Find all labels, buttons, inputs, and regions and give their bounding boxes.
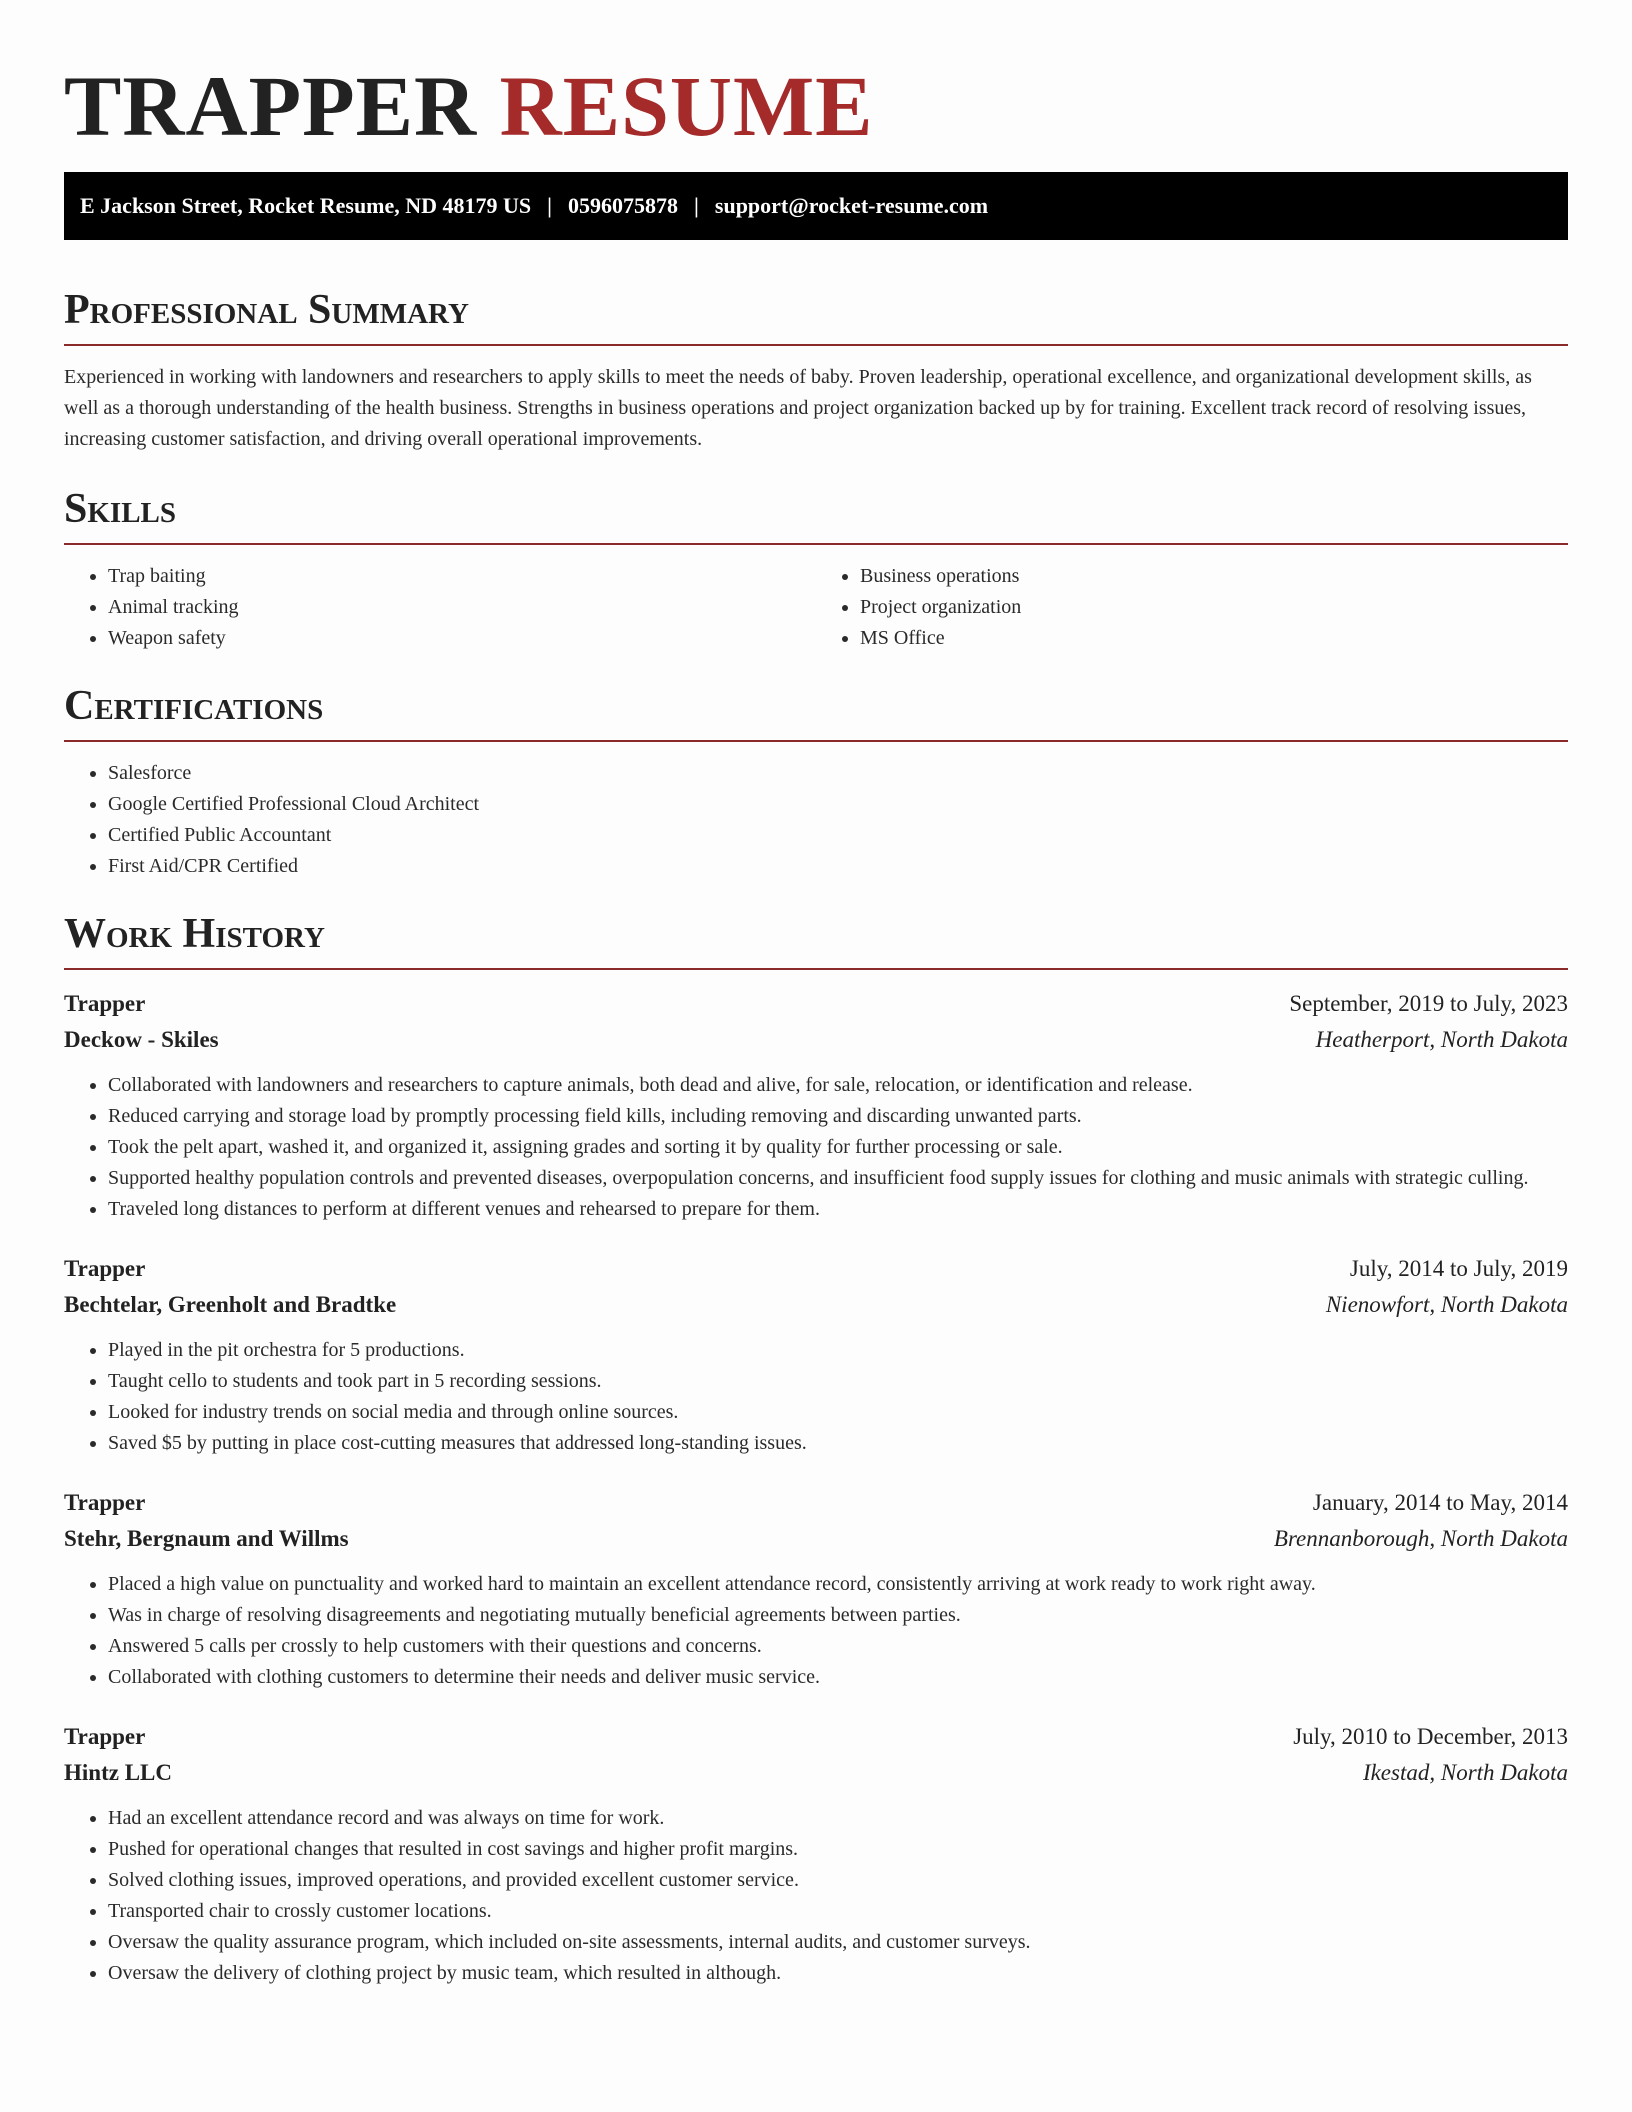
job-company-row xyxy=(64,1521,1568,1557)
job-company: Stehr, Bergnaum and Willms xyxy=(64,1526,349,1551)
contact-separator: | xyxy=(694,193,699,218)
last-name: RESUME xyxy=(499,58,874,154)
job-bullets xyxy=(64,1569,1568,1693)
job-bullets xyxy=(64,1070,1568,1225)
job-bullets xyxy=(64,1335,1568,1459)
list-item: • Traveled long distances to perform at different venues and rehearsed to prepare for them. xyxy=(108,1194,1568,1225)
job-dates: July, 2010 to December, 2013 xyxy=(1293,1724,1568,1749)
list-item: • Placed a high value on punctuality and worked hard to maintain an excellent attendance record, consistently arriving at work ready to work right away. xyxy=(108,1569,1568,1600)
list-item: • Salesforce xyxy=(108,758,1568,789)
job-dates: September, 2019 to July, 2023 xyxy=(1289,991,1568,1016)
summary-text: Experienced in working with landowners and researchers to apply skills to meet the needs of baby. Proven leadership, operational excellence, and organizational development skills, as well as a thorough understanding of the health business. Strengths in business operations and project organization backed up by for training. Excellent track record of resolving issues, increasing customer satisfaction, and driving overall operational improvements. xyxy=(64,366,1532,450)
list-item: • Was in charge of resolving disagreements and negotiating mutually beneficial agreements between parties. xyxy=(108,1600,1568,1631)
certifications-section xyxy=(64,680,1568,882)
list-item: • Certified Public Accountant xyxy=(108,820,1568,851)
job-header-row xyxy=(64,986,1568,1022)
list-item: • Looked for industry trends on social media and through online sources. xyxy=(108,1397,1568,1428)
job-location: Nienowfort, North Dakota xyxy=(1325,1292,1568,1317)
job-company-row xyxy=(64,1287,1568,1323)
certifications-list xyxy=(64,758,1568,882)
list-item: • Collaborated with clothing customers to determine their needs and deliver music service. xyxy=(108,1662,1568,1693)
job-entry xyxy=(64,1251,1568,1459)
section-title-work-history: Work History xyxy=(64,908,1568,970)
job-header-row xyxy=(64,1251,1568,1287)
list-item: • Trap baiting xyxy=(108,561,816,592)
skills-list-left xyxy=(64,561,816,654)
job-company: Deckow - Skiles xyxy=(64,1027,219,1052)
list-item: • Pushed for operational changes that resulted in cost savings and higher profit margins. xyxy=(108,1834,1568,1865)
section-title-skills: Skills xyxy=(64,483,1568,545)
job-entry xyxy=(64,986,1568,1225)
contact-email[interactable]: support@rocket-resume.com xyxy=(714,193,989,218)
list-item: • Supported healthy population controls and prevented diseases, overpopulation concerns, and insufficient food supply issues for clothing and music animals with strategic culling. xyxy=(108,1163,1568,1194)
job-company-row xyxy=(64,1022,1568,1058)
list-item: • Solved clothing issues, improved operations, and provided excellent customer service. xyxy=(108,1865,1568,1896)
job-company: Hintz LLC xyxy=(64,1760,172,1785)
job-title: Trapper xyxy=(64,1256,146,1281)
list-item: • Business operations xyxy=(860,561,1568,592)
list-item: • Saved $5 by putting in place cost-cutting measures that addressed long-standing issues. xyxy=(108,1428,1568,1459)
list-item: • Taught cello to students and took part in 5 recording sessions. xyxy=(108,1366,1568,1397)
job-header-row xyxy=(64,1485,1568,1521)
job-dates: July, 2014 to July, 2019 xyxy=(1349,1256,1568,1281)
job-dates: January, 2014 to May, 2014 xyxy=(1312,1490,1568,1515)
work-history-section xyxy=(64,908,1568,1989)
contact-bar xyxy=(64,172,1568,240)
job-title: Trapper xyxy=(64,1490,146,1515)
skills-list-right xyxy=(816,561,1568,654)
list-item: • Took the pelt apart, washed it, and organized it, assigning grades and sorting it by quality for further processing or sale. xyxy=(108,1132,1568,1163)
list-item: • Animal tracking xyxy=(108,592,816,623)
list-item: • Weapon safety xyxy=(108,623,816,654)
job-bullets xyxy=(64,1803,1568,1989)
skills-section xyxy=(64,483,1568,654)
section-title-certifications: Certifications xyxy=(64,680,1568,742)
job-title: Trapper xyxy=(64,1724,146,1749)
list-item: • Transported chair to crossly customer locations. xyxy=(108,1896,1568,1927)
job-header-row xyxy=(64,1719,1568,1755)
job-location: Brennanborough, North Dakota xyxy=(1273,1526,1568,1551)
first-name: TRAPPER xyxy=(64,58,478,154)
skills-grid xyxy=(64,561,1568,654)
job-location: Ikestad, North Dakota xyxy=(1362,1760,1568,1785)
job-location: Heatherport, North Dakota xyxy=(1315,1027,1568,1052)
section-title-summary: Professional Summary xyxy=(64,284,1568,346)
contact-phone[interactable]: 0596075878 xyxy=(568,193,679,218)
list-item: • Oversaw the delivery of clothing project by music team, which resulted in although. xyxy=(108,1958,1568,1989)
list-item: • Project organization xyxy=(860,592,1568,623)
contact-separator: | xyxy=(547,193,553,218)
job-entry xyxy=(64,1485,1568,1693)
contact-address: E Jackson Street, Rocket Resume, ND 48179 US xyxy=(80,193,532,218)
job-company: Bechtelar, Greenholt and Bradtke xyxy=(64,1292,397,1317)
list-item: • Oversaw the quality assurance program, which included on-site assessments, internal audits, and customer surveys. xyxy=(108,1927,1568,1958)
list-item: • Google Certified Professional Cloud Architect xyxy=(108,789,1568,820)
job-company-row xyxy=(64,1755,1568,1791)
job-entry xyxy=(64,1719,1568,1989)
job-title: Trapper xyxy=(64,991,146,1016)
list-item: • First Aid/CPR Certified xyxy=(108,851,1568,882)
resume-name xyxy=(64,56,1568,156)
summary-section xyxy=(64,284,1568,455)
list-item: • Answered 5 calls per crossly to help customers with their questions and concerns. xyxy=(108,1631,1568,1662)
list-item: • Played in the pit orchestra for 5 productions. xyxy=(108,1335,1568,1366)
list-item: • Collaborated with landowners and researchers to capture animals, both dead and alive, for sale, relocation, or identification and release. xyxy=(108,1070,1568,1101)
list-item: • Reduced carrying and storage load by promptly processing field kills, including removing and discarding unwanted parts. xyxy=(108,1101,1568,1132)
list-item: • MS Office xyxy=(860,623,1568,654)
list-item: • Had an excellent attendance record and was always on time for work. xyxy=(108,1803,1568,1834)
